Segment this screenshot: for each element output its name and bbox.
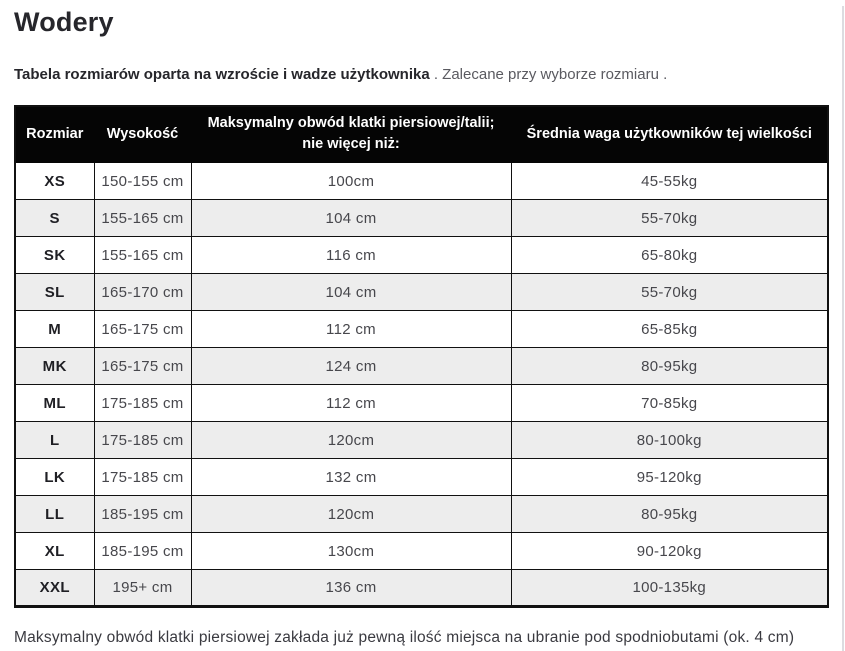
cell-height: 195+ cm	[94, 570, 191, 607]
header-chest	[191, 106, 511, 163]
cell-chest: 104 cm	[191, 274, 511, 311]
cell-weight: 65-85kg	[511, 311, 828, 348]
cell-chest: 132 cm	[191, 459, 511, 496]
cell-weight: 70-85kg	[511, 385, 828, 422]
size-chart-page	[0, 6, 845, 651]
cell-weight: 80-95kg	[511, 348, 828, 385]
cell-weight: 45-55kg	[511, 163, 828, 200]
cell-chest: 116 cm	[191, 237, 511, 274]
cell-chest: 112 cm	[191, 385, 511, 422]
cell-height: 185-195 cm	[94, 496, 191, 533]
header-size-label: Rozmiar	[26, 125, 84, 142]
cell-height: 150-155 cm	[94, 163, 191, 200]
cell-height: 165-175 cm	[94, 311, 191, 348]
cell-size: XL	[15, 533, 94, 570]
cell-weight: 55-70kg	[511, 200, 828, 237]
size-table-header	[15, 106, 828, 163]
cell-size: M	[15, 311, 94, 348]
cell-height: 175-185 cm	[94, 385, 191, 422]
page-title: Wodery	[14, 7, 114, 37]
cell-chest: 120cm	[191, 496, 511, 533]
cell-height: 185-195 cm	[94, 533, 191, 570]
cell-size: MK	[15, 348, 94, 385]
table-row-mk	[15, 348, 828, 385]
cell-height: 175-185 cm	[94, 422, 191, 459]
cell-size: LL	[15, 496, 94, 533]
cell-chest: 130cm	[191, 533, 511, 570]
cell-chest: 104 cm	[191, 200, 511, 237]
cell-weight: 55-70kg	[511, 274, 828, 311]
cell-height: 165-175 cm	[94, 348, 191, 385]
cell-weight: 90-120kg	[511, 533, 828, 570]
table-row-ml	[15, 385, 828, 422]
cell-weight: 80-100kg	[511, 422, 828, 459]
cell-height: 165-170 cm	[94, 274, 191, 311]
table-row-m	[15, 311, 828, 348]
cell-chest: 124 cm	[191, 348, 511, 385]
header-chest-label-line2: nie więcej niż:	[302, 136, 400, 153]
cell-height: 175-185 cm	[94, 459, 191, 496]
table-row-sl	[15, 274, 828, 311]
table-row-sk	[15, 237, 828, 274]
cell-weight: 65-80kg	[511, 237, 828, 274]
intro-text	[14, 65, 829, 85]
table-row-ll	[15, 496, 828, 533]
header-weight-label: Średnia waga użytkowników tej wielkości	[526, 125, 812, 142]
page-right-edge-divider	[842, 6, 844, 651]
cell-size: SK	[15, 237, 94, 274]
header-height	[94, 106, 191, 163]
cell-size: SL	[15, 274, 94, 311]
table-row-s	[15, 200, 828, 237]
table-row-l	[15, 422, 828, 459]
size-table-body	[15, 163, 828, 607]
footnote-text: Maksymalny obwód klatki piersiowej zakłada już pewną ilość miejsca na ubranie pod spodniobutami (ok. 4 cm)	[14, 629, 795, 647]
cell-size: ML	[15, 385, 94, 422]
cell-size: XS	[15, 163, 94, 200]
cell-height: 155-165 cm	[94, 200, 191, 237]
cell-chest: 120cm	[191, 422, 511, 459]
cell-chest: 112 cm	[191, 311, 511, 348]
cell-weight: 95-120kg	[511, 459, 828, 496]
header-chest-label-line1: Maksymalny obwód klatki piersiowej/talii;	[207, 114, 495, 131]
cell-weight: 100-135kg	[511, 570, 828, 607]
intro-text-rest: . Zalecane przy wyborze rozmiaru .	[429, 66, 668, 84]
table-row-xl	[15, 533, 828, 570]
size-table	[14, 105, 829, 609]
cell-size: LK	[15, 459, 94, 496]
cell-size: S	[15, 200, 94, 237]
cell-chest: 100cm	[191, 163, 511, 200]
header-row	[15, 106, 828, 163]
cell-height: 155-165 cm	[94, 237, 191, 274]
header-height-label: Wysokość	[106, 125, 179, 142]
cell-size: XXL	[15, 570, 94, 607]
table-row-lk	[15, 459, 828, 496]
table-row-xxl	[15, 570, 828, 607]
header-size	[15, 106, 94, 163]
cell-chest: 136 cm	[191, 570, 511, 607]
table-row-xs	[15, 163, 828, 200]
header-weight	[511, 106, 828, 163]
cell-size: L	[15, 422, 94, 459]
cell-weight: 80-95kg	[511, 496, 828, 533]
intro-text-bold: Tabela rozmiarów oparta na wzroście i wadze użytkownika	[14, 66, 430, 84]
